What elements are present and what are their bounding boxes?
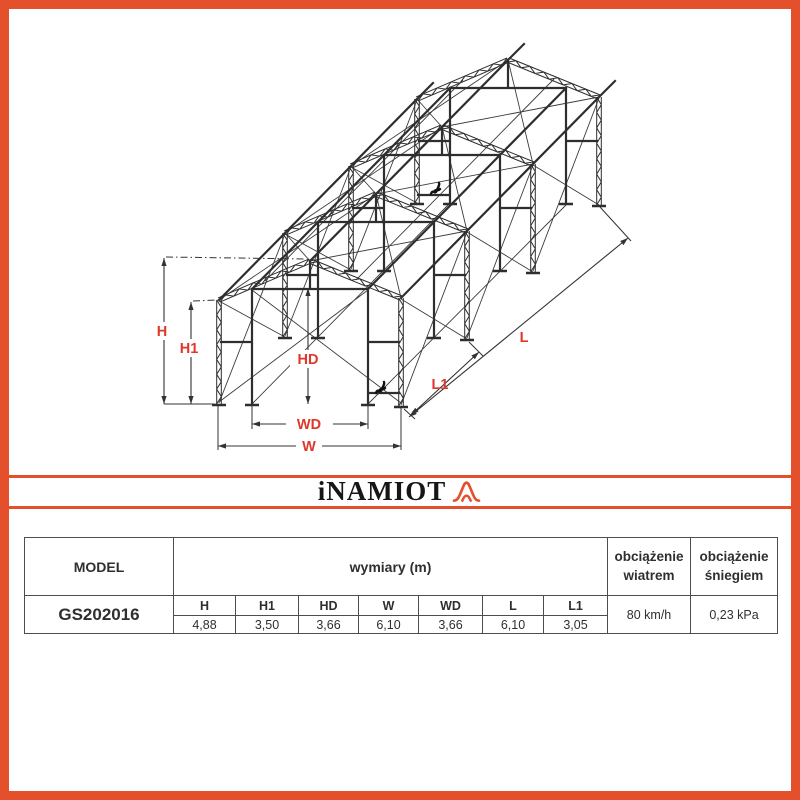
- snow-load-header-cell: obciążenie śniegiem: [691, 538, 778, 596]
- model-value-cell: GS202016: [25, 596, 174, 634]
- dim-value-cell: 3,66: [419, 616, 483, 634]
- dim-label-w: W: [302, 439, 316, 455]
- dim-label-h1: H1: [179, 341, 199, 357]
- dim-col-header: HD: [299, 596, 359, 616]
- dim-col-header: H: [174, 596, 236, 616]
- figure-marks: [376, 183, 440, 393]
- dim-value-cell: 6,10: [483, 616, 544, 634]
- dim-col-header: WD: [419, 596, 483, 616]
- dimensions-header-cell: wymiary (m): [174, 538, 608, 596]
- dim-value-cell: 3,66: [299, 616, 359, 634]
- dim-col-header: W: [359, 596, 419, 616]
- divider-rule-bottom: [9, 506, 791, 509]
- dim-label-h: H: [156, 324, 168, 340]
- brand-logo-text: iNAMIOT: [317, 475, 447, 506]
- model-header-cell: MODEL: [25, 538, 174, 596]
- snow-load-value-cell: 0,23 kPa: [691, 596, 778, 634]
- dimension-lines: [161, 207, 631, 450]
- wind-load-value-cell: 80 km/h: [608, 596, 691, 634]
- dim-label-wd: WD: [296, 417, 322, 433]
- dim-value-cell: 3,05: [544, 616, 608, 634]
- dim-value-cell: 6,10: [359, 616, 419, 634]
- dim-label-hd: HD: [297, 352, 319, 368]
- dim-col-header: L: [483, 596, 544, 616]
- dim-label-l1: L1: [431, 377, 449, 393]
- frame-beams: [219, 44, 615, 404]
- brand-logo: [9, 477, 791, 505]
- wind-load-header-cell: obciążenie wiatrem: [608, 538, 691, 596]
- tent-icon: [451, 479, 482, 504]
- dim-value-cell: 3,50: [236, 616, 299, 634]
- dim-col-header: L1: [544, 596, 608, 616]
- spec-table: [24, 537, 778, 634]
- dim-value-cell: 4,88: [174, 616, 236, 634]
- dimension-labels: [151, 322, 529, 455]
- dim-col-header: H1: [236, 596, 299, 616]
- dim-label-l: L: [519, 330, 529, 346]
